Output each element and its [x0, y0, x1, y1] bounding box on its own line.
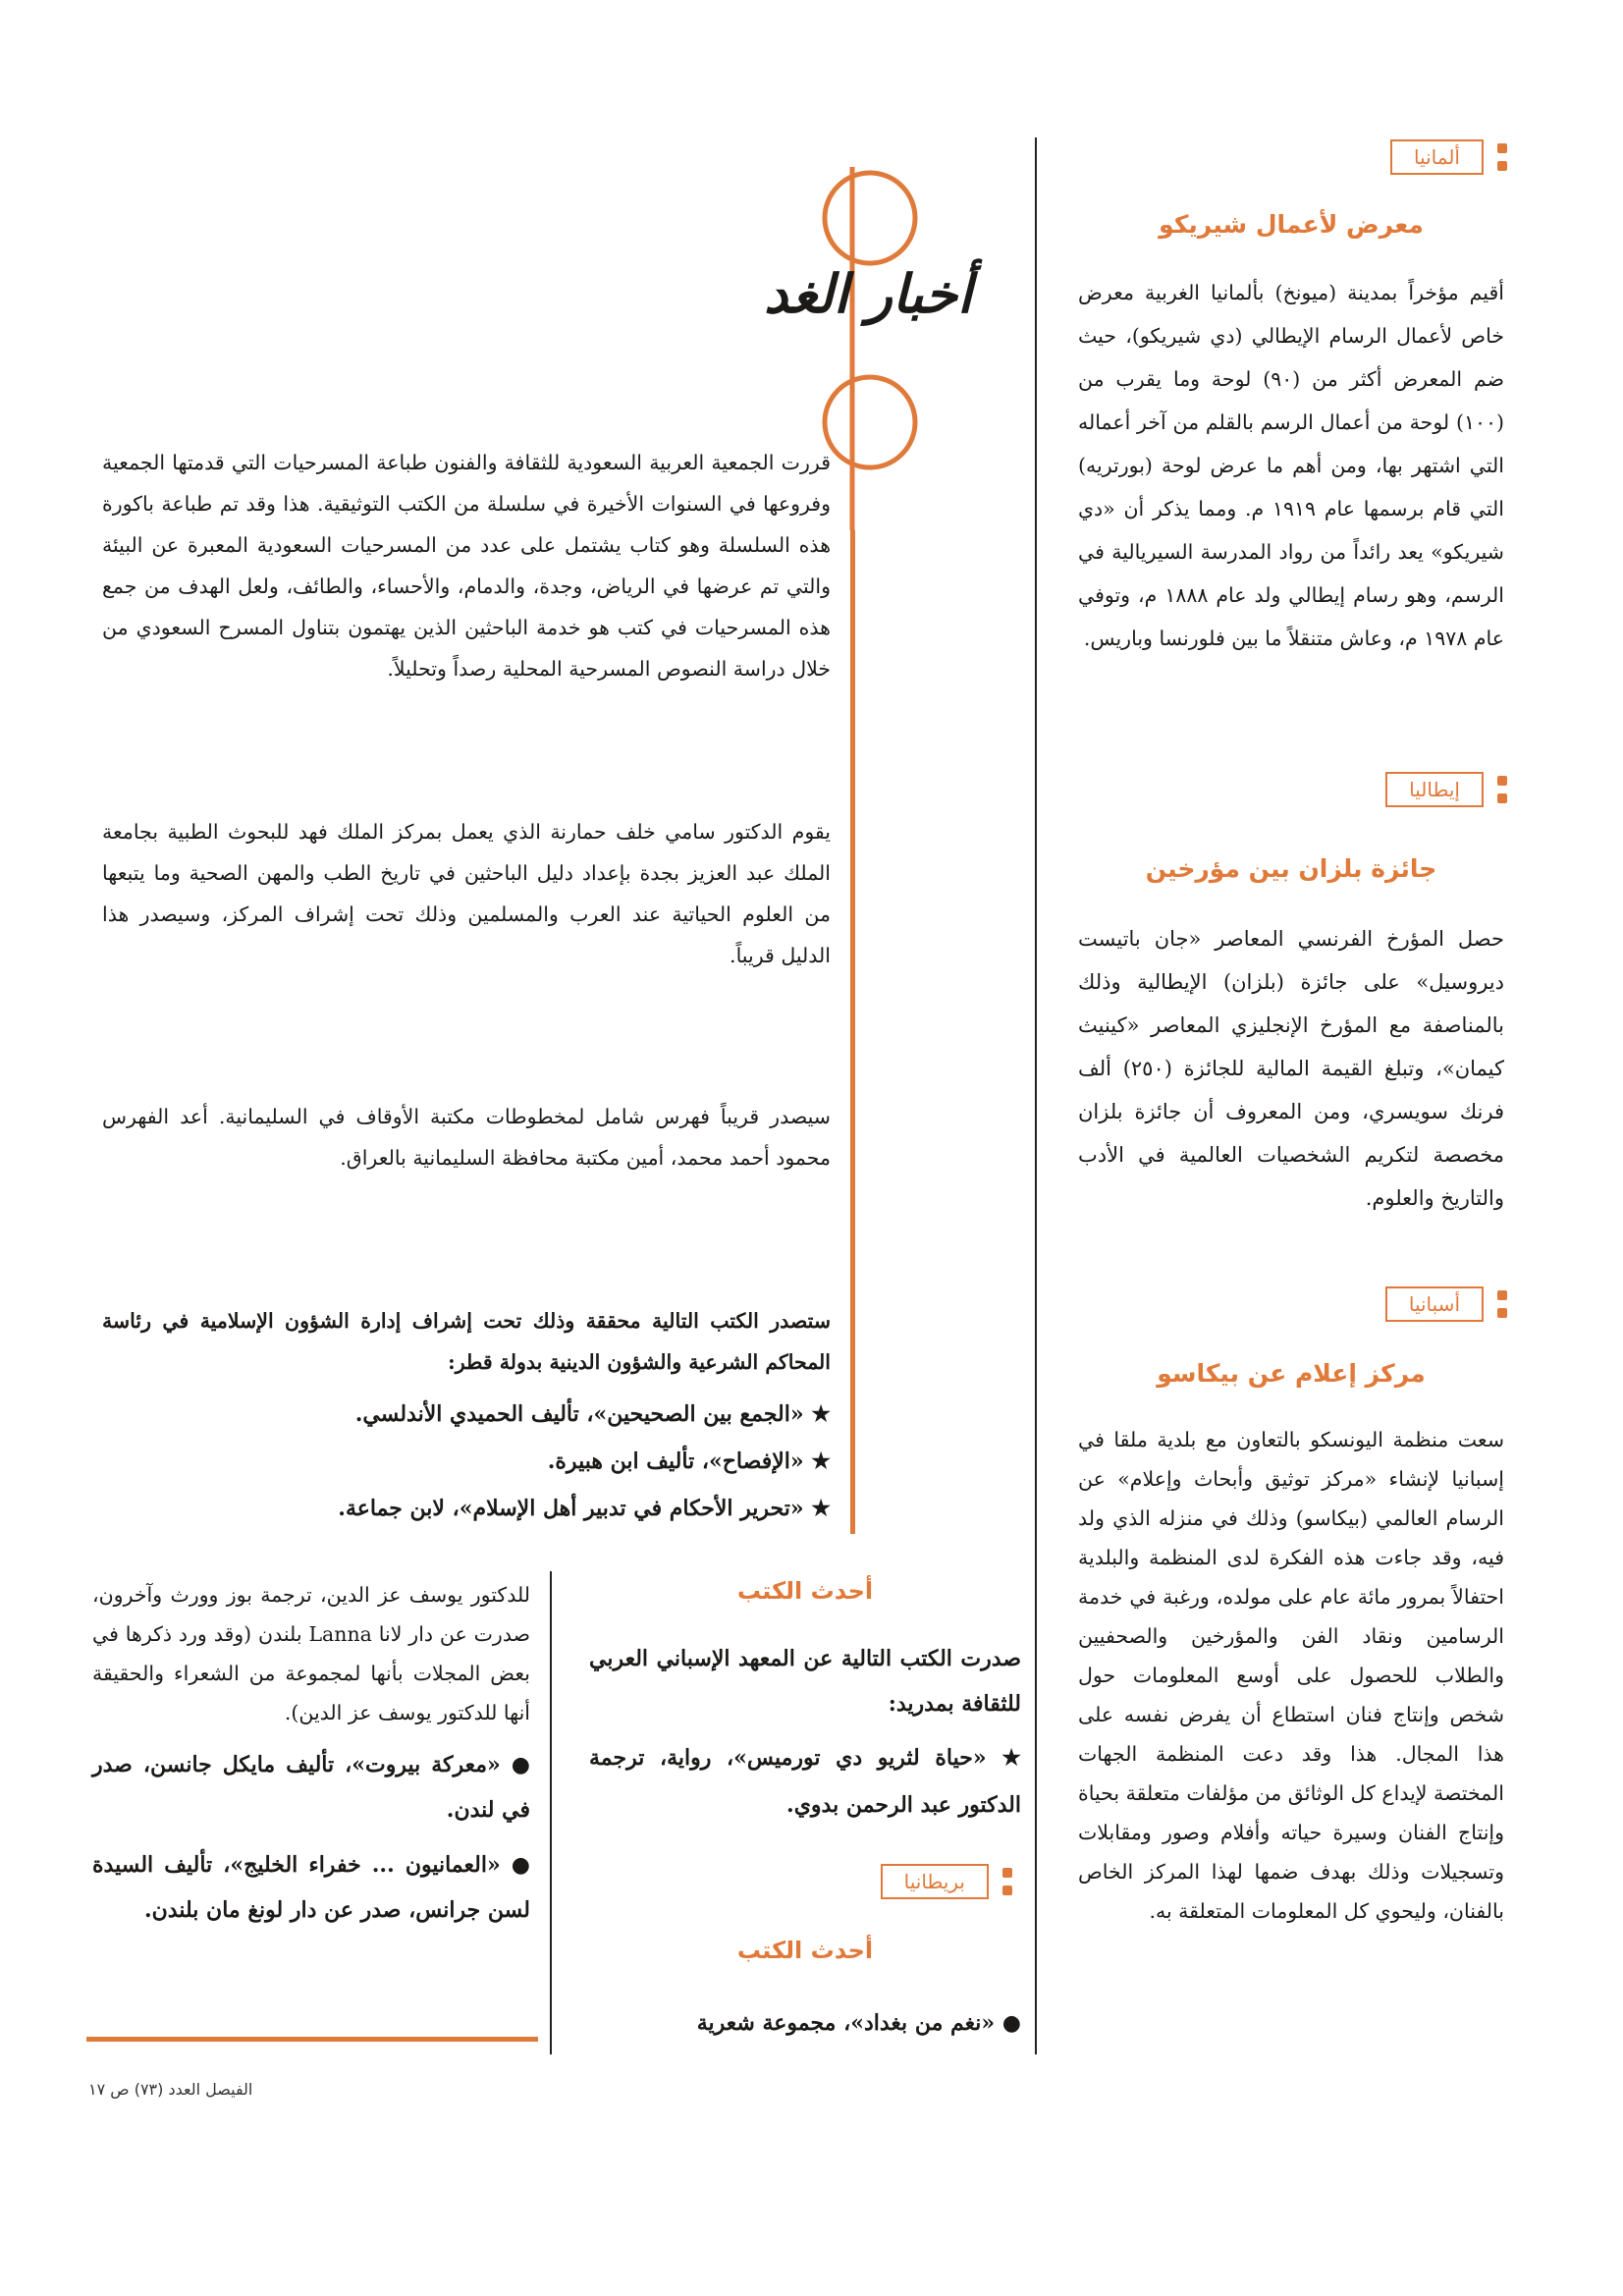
book-item: ★ «الإفصاح»، تأليف ابن هبيرة.: [547, 1449, 831, 1474]
colon-icon: [1497, 776, 1507, 803]
page-footer: الفيصل العدد (٧٣) ص ١٧: [88, 2080, 253, 2099]
news-item-2: [102, 811, 831, 976]
article-italy: [1078, 917, 1504, 1220]
article-spain: [1078, 1420, 1504, 1931]
news-item-qatar: [102, 1300, 831, 1532]
books-intro: صدرت الكتب التالية عن المعهد الإسباني العربي للثقافة بمدريد:: [589, 1646, 1021, 1717]
latest-books-heading-2: أحدث الكتب: [736, 1937, 874, 1964]
book-item: ● «معركة بيروت»، تأليف مايكل جانسن، صدر في لندن.: [92, 1752, 530, 1823]
britain-books: [589, 1999, 1021, 2047]
tag-germany: ألمانيا: [1390, 139, 1507, 175]
qatar-intro: ستصدر الكتب التالية محققة وذلك تحت إشراف إدارة الشؤون الإسلامية في رئاسة المحاكم الشرعية والشؤون الدينية بدولة قطر:: [102, 1309, 831, 1374]
tag-italy: إيطاليا: [1385, 772, 1507, 807]
spain-books: [589, 1636, 1021, 1829]
article-text: حصل المؤرخ الفرنسي المعاصر «جان باتيست ديروسيل» على جائزة (بلزان) الإيطالية وذلك بالمناصفة مع المؤرخ الإنجليزي المعاصر «كينيث كيمان»، وتبلغ القيمة المالية للجائزة (٢٥٠) ألف فرنك سويسري، ومن المعروف أن جائزة بلزان مخصصة لتكريم الشخصيات العالمية في الأدب والتاريخ والعلوم.: [1078, 927, 1504, 1210]
article-germany: [1078, 271, 1504, 660]
britain-books-continued: [92, 1575, 530, 1933]
article-text: أقيم مؤخراً بمدينة (ميونخ) بألمانيا الغربية معرض خاص لأعمال الرسام الإيطالي (دي شيريكو)، حيث ضم المعرض أكثر من (٩٠) لوحة وما يقرب من (١٠٠) لوحة من أعمال الرسم بالقلم من آخر أعماله التي اشتهر بها، ومن أهم ما عرض لوحة (بورتريه) التي قام برسمها عام ١٩١٩ م. ومما يذكر أن «دي شيريكو» يعد رائداً من رواد المدرسة السيريالية في الرسم، وهو رسام إيطالي ولد عام ١٨٨٨ م، وتوفي عام ١٩٧٨ م، وعاش متنقلاً ما بين فلورنسا وباريس.: [1078, 281, 1504, 650]
bottom-orange-rule: [86, 2037, 538, 2042]
masthead-title: أخبار الغد: [764, 263, 972, 325]
book-item: ● «نغم من بغداد»، مجموعة شعرية: [696, 2010, 1021, 2036]
tag-britain: بريطانيا: [881, 1864, 1012, 1899]
colon-icon: [1002, 1868, 1012, 1895]
news-text: سيصدر قريباً فهرس شامل لمخطوطات مكتبة الأوقاف في السليمانية. أعد الفهرس محمود أحمد محمد، أمين مكتبة محافظة السليمانية بالعراق.: [102, 1105, 831, 1170]
colon-icon: [1497, 1290, 1507, 1318]
headline-germany: معرض لأعمال شيريكو: [1159, 210, 1424, 239]
book-item: ★ «حياة لثريو دي تورميس»، رواية، ترجمة الدكتور عبد الرحمن بدوي.: [589, 1745, 1021, 1818]
colon-icon: [1497, 143, 1507, 171]
latest-books-heading: أحدث الكتب: [736, 1577, 874, 1605]
book-item: ★ «تحرير الأحكام في تدبير أهل الإسلام»، لابن جماعة.: [338, 1496, 831, 1521]
news-item-3: [102, 1096, 831, 1178]
article-text: سعت منظمة اليونسكو بالتعاون مع بلدية ملقا في إسبانيا لإنشاء «مركز توثيق وأبحاث وإعلام» عن الرسام العالمي (بيكاسو) وذلك في منزله الذي ولد فيه، وقد جاءت هذه الفكرة لدى المنظمة والبلدية احتفالاً بمرور مائة عام على مولده، ورغبة في خدمة الرسامين ونقاد الفن والمؤرخين والصحفيين والطلاب للحصول على أوسع المعلومات حول شخص وإنتاج فنان استطاع أن يفرض نفسه على هذا المجال. هذا وقد دعت المنظمة الجهات المختصة لإيداع كل الوثائق من مؤلفات متعلقة بحياة وإنتاج الفنان وسيرة حياته وأفلام وصور ومقابلات وتسجيلات وذلك بهدف ضمها لهذا المركز الخاص بالفنان، وليحوي كل المعلومات المتعلقة به.: [1078, 1428, 1504, 1923]
book-item: ★ «الجمع بين الصحيحين»، تأليف الحميدي الأندلسي.: [354, 1401, 831, 1427]
book-description: للدكتور يوسف عز الدين، ترجمة بوز وورث وآخرون، صدرت عن دار لانا Lanna بلندن (وقد ورد ذكرها في بعض المجلات بأنها لمجموعة من الشعراء والحقيقة أنها للدكتور يوسف عز الدين).: [92, 1583, 531, 1724]
news-text: يقوم الدكتور سامي خلف حمارنة الذي يعمل بمركز الملك فهد للبحوث الطبية بجامعة الملك عبد العزيز بجدة بإعداد دليل الباحثين في تاريخ الطب والمهن الصحية وما يتبعها من العلوم الحياتية عند العرب والمسلمين وذلك تحت إشراف المركز، وسيصدر هذا الدليل قريباً.: [102, 820, 832, 967]
bottom-divider: [550, 1571, 552, 2054]
news-item-1: [102, 442, 831, 689]
column-divider: [1035, 137, 1037, 2054]
headline-spain: مركز إعلام عن بيكاسو: [1157, 1359, 1426, 1388]
news-text: قررت الجمعية العربية السعودية للثقافة والفنون طباعة المسرحيات التي قدمتها الجمعية وفروعها في السنوات الأخيرة في سلسلة من الكتب التوثيقية. هذا وقد تم طباعة باكورة هذه السلسلة وهو كتاب يشتمل على عدد من المسرحيات السعودية المعبرة عن البيئة والتي تم عرضها في الرياض، وجدة، والدمام، والأحساء، والطائف، ولعل الهدف من جمع هذه المسرحيات في كتب هو خدمة الباحثين الذين يهتمون بتناول المسرح السعودي من خلال دراسة النصوص المسرحية المحلية رصداً وتحليلاً.: [102, 451, 831, 681]
tag-spain: أسبانيا: [1385, 1286, 1507, 1322]
masthead-rule: [850, 530, 855, 1534]
headline-italy: جائزة بلزان بين مؤرخين: [1145, 854, 1437, 883]
book-item: ● «العمانيون ... خفراء الخليج»، تأليف السيدة لسن جرانس، صدر عن دار لونغ مان بلندن.: [92, 1852, 530, 1923]
